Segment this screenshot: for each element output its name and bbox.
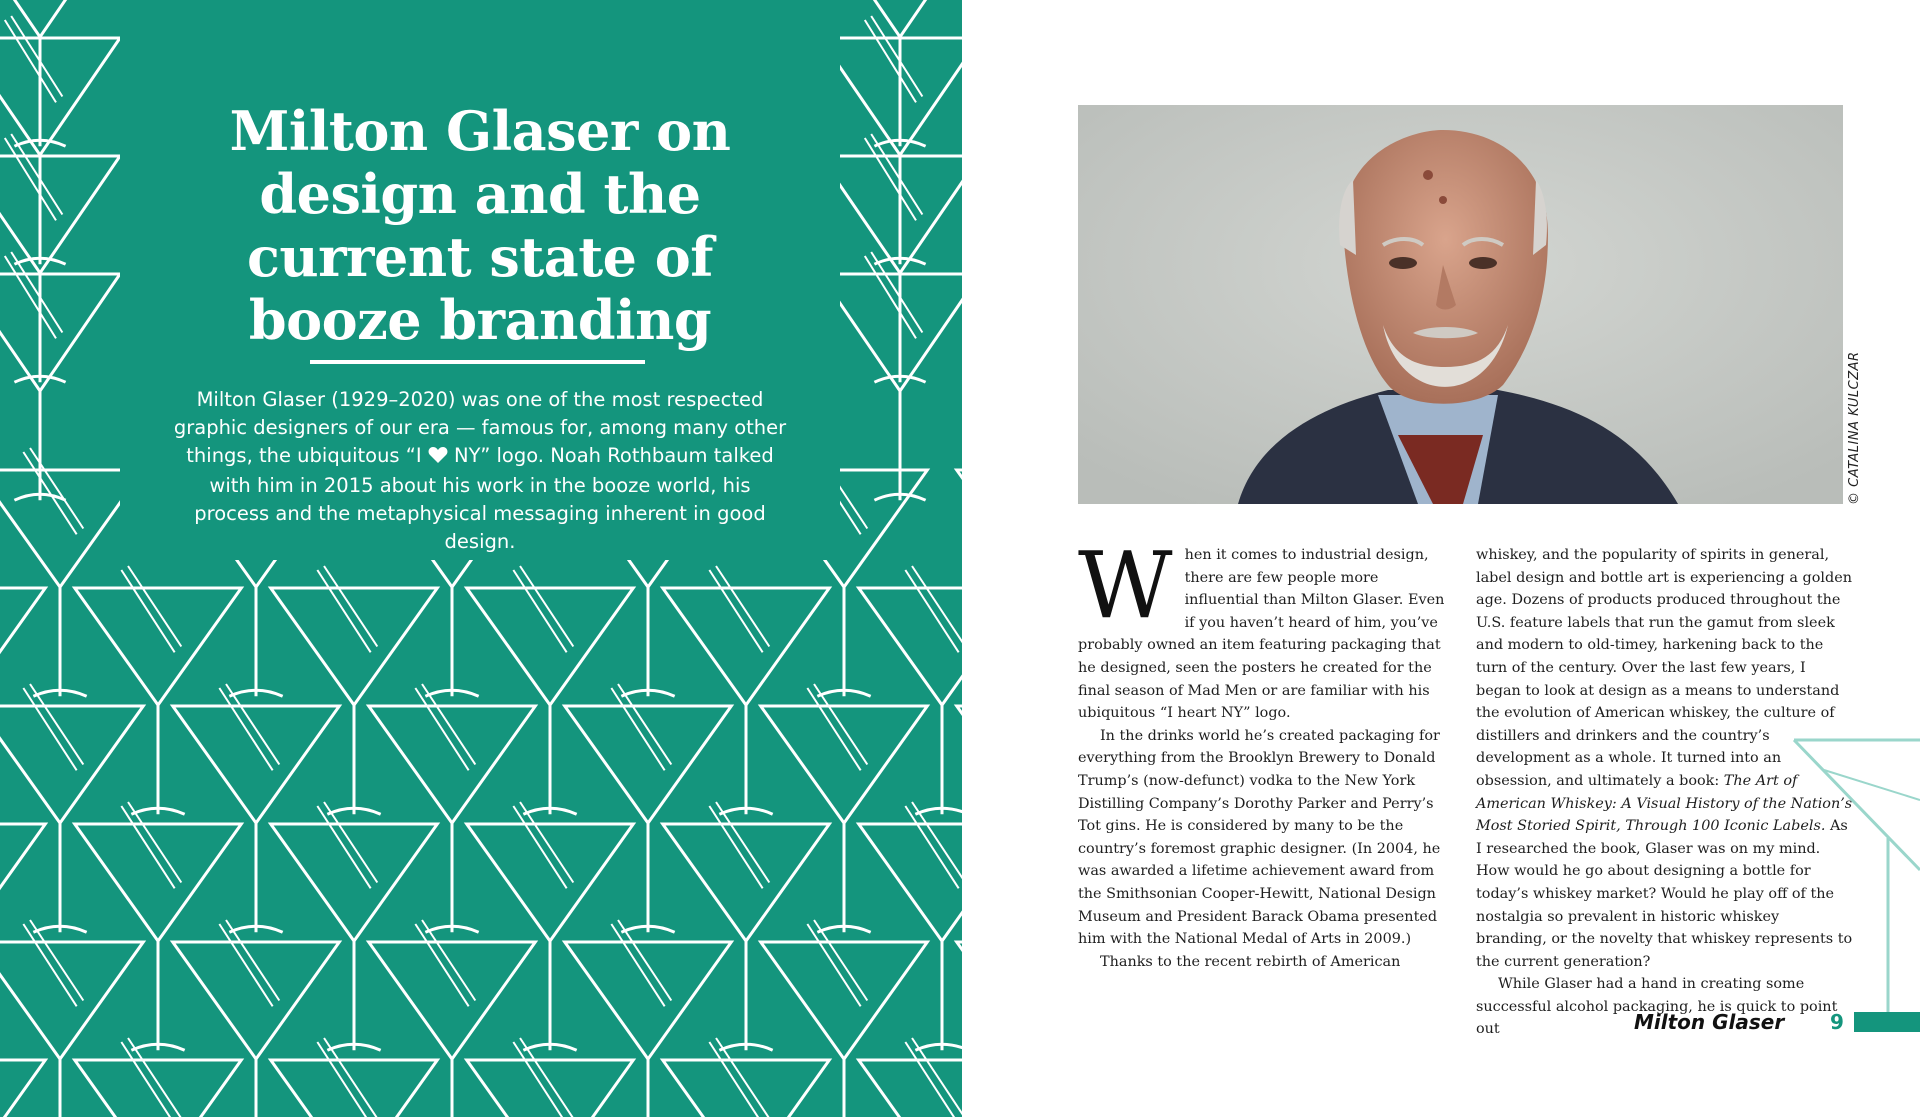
article-title: Milton Glaser on design and the current state of booze branding xyxy=(229,99,731,352)
footer-accent-bar xyxy=(1854,1012,1920,1032)
article-paragraph-4: While Glaser had a hand in creating some successful alcohol packaging, he is quick to point out xyxy=(1476,976,1838,1038)
martini-glass-icon xyxy=(0,134,120,382)
martini-glass-icon xyxy=(565,920,732,1117)
martini-glass-icon xyxy=(173,684,340,932)
martini-glass-icon xyxy=(820,252,962,500)
martini-glass-icon xyxy=(957,920,962,1117)
intro-text xyxy=(170,386,790,556)
martini-glass-icon xyxy=(271,566,438,814)
martini-glass-icon xyxy=(0,1038,45,1117)
martini-glass-icon xyxy=(0,566,45,814)
article-paragraph-3-end: As I researched the book, Glaser was on my mind. How would he go about designing a bottle for today’s whiskey market? Would he play off of the nostalgia so prevalent in historic whiskey branding, or the novelty that whiskey represents to the current generation? xyxy=(1476,818,1853,970)
martini-glass-icon xyxy=(663,802,830,1050)
article-paragraph-3-text: Thanks to the recent rebirth of American xyxy=(1100,953,1401,970)
portrait-photo xyxy=(1078,105,1843,504)
martini-glass-icon xyxy=(369,920,536,1117)
martini-glass-icon xyxy=(957,684,962,932)
footer-running-title: Milton Glaser xyxy=(1634,1010,1785,1034)
martini-glass-icon xyxy=(0,802,45,1050)
martini-glass-icon xyxy=(957,448,962,696)
page-number: 9 xyxy=(1830,1010,1844,1034)
martini-glass-icon xyxy=(663,566,830,814)
martini-glass-icon xyxy=(271,802,438,1050)
martini-glass-icon xyxy=(467,802,634,1050)
martini-glass-icon xyxy=(820,134,962,382)
martini-glass-icon xyxy=(820,16,962,264)
article-column-1 xyxy=(1078,532,1455,973)
martini-glass-icon xyxy=(0,16,120,264)
article-paragraph-3-start xyxy=(1078,951,1455,974)
article-paragraph-1: hen it comes to industrial design, there are few people more influential than Milton Glaser. Even if you haven’t heard of him, you’ve probably owned an item featuring packaging that he designed, seen the posters he created for the final season of Mad Men or are familiar with his ubiquitous “I heart NY” logo. xyxy=(1078,547,1445,722)
martini-glass-icon xyxy=(0,920,143,1117)
martini-glass-icon xyxy=(859,566,962,814)
martini-glass-icon xyxy=(761,684,928,932)
martini-glass-icon xyxy=(761,920,928,1117)
martini-glass-icon xyxy=(859,1038,962,1117)
photo-credit: © CATALINA KULCZAR xyxy=(1847,351,1862,505)
martini-glass-decoration xyxy=(1784,730,1920,1020)
martini-glass-icon xyxy=(173,920,340,1117)
martini-glass-icon xyxy=(75,802,242,1050)
article-paragraph-2: In the drinks world he’s created packaging for everything from the Brooklyn Brewery to Donald Trump’s (now-defunct) vodka to the New York Distilling Company’s Dorothy Parker and Perry’s Tot gins. He is considered by many to be the country’s foremost graphic designer. (In 2004, he was awarded a lifetime achievement award from the Smithsonian Cooper-Hewitt, National Design Museum and President Barack Obama presented him with the National Medal of Arts in 2009.) xyxy=(1078,727,1441,948)
drop-cap: W xyxy=(1078,532,1173,639)
martini-glass-icon xyxy=(565,684,732,932)
martini-glass-icon xyxy=(820,0,962,146)
title-divider xyxy=(310,360,645,364)
intro-text-end: NY” logo. Noah Rothbaum talked with him in 2015 about his work in the booze world, his process and the metaphysical messaging inherent in good design. xyxy=(194,444,774,553)
martini-glass-icon xyxy=(0,252,120,500)
heart-icon xyxy=(428,444,448,472)
article-paragraph-3-text: whiskey, and the popularity of spirits in general, label design and bottle art is experiencing a golden age. Dozens of products produced throughout the U.S. feature labels that run the gamut from sleek and modern to old-timey, harkening back to the turn of the century. Over the last few years, I began to look at design as a means to understand the evolution of American whiskey, the culture of distillers and drinkers and the country’s development as a whole. It turned into an obsession, and ultimately a book: xyxy=(1476,547,1852,789)
martini-glass-icon xyxy=(369,684,536,932)
intro-text-start: Milton Glaser (1929–2020) was one of the most respected graphic designers of our era — famous for, among many other things, the ubiquitous “I xyxy=(173,388,787,467)
martini-glass-icon xyxy=(859,802,962,1050)
martini-glass-icon xyxy=(467,566,634,814)
martini-glass-icon xyxy=(75,566,242,814)
book-title: The Art of American Whiskey: A Visual History of the Nation’s Most Storied Spirit, Through 100 Iconic Labels. xyxy=(1476,772,1853,835)
